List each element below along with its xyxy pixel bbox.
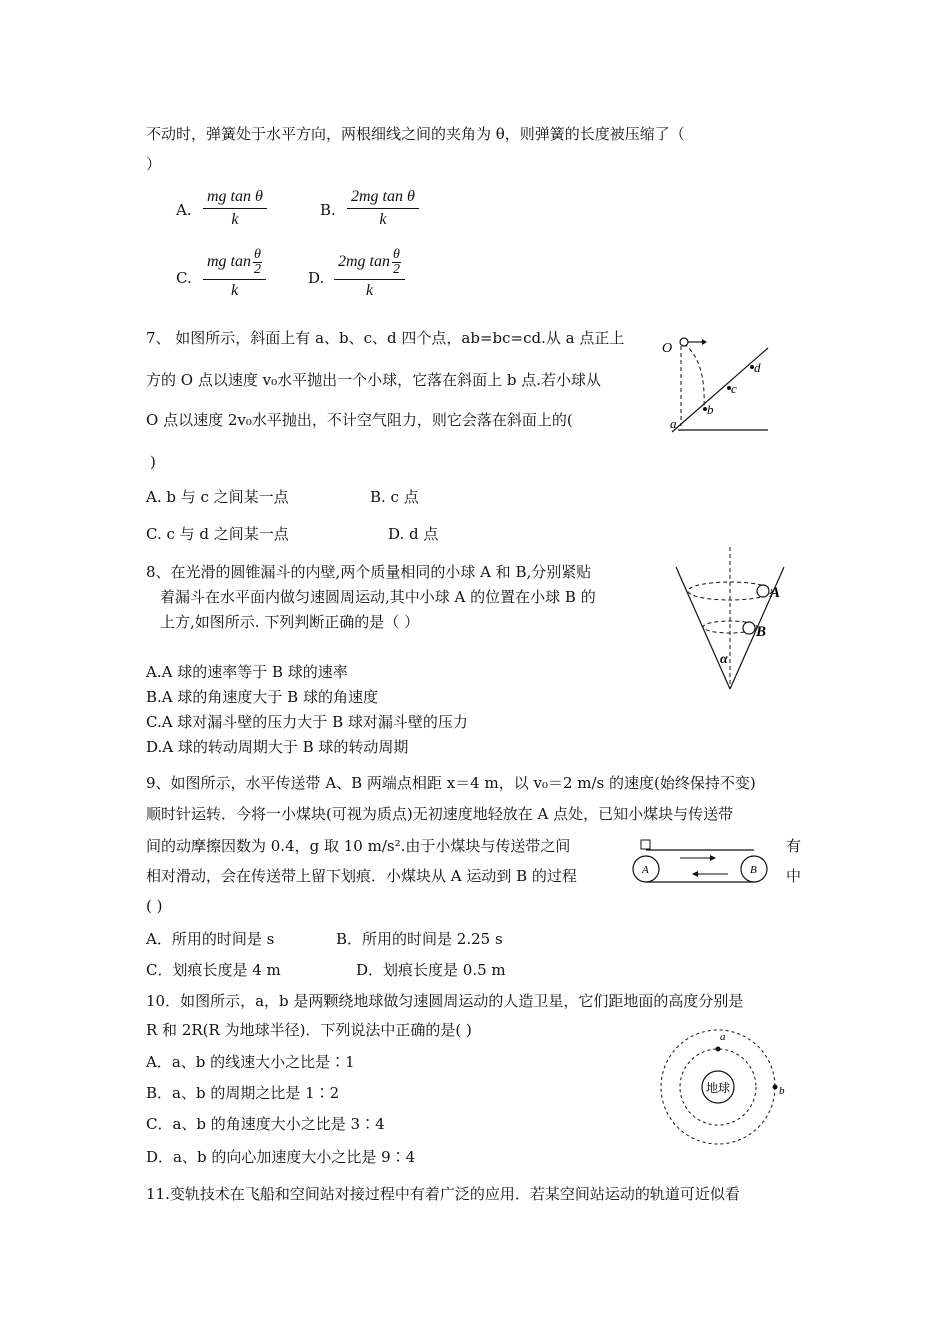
- label-c: c: [731, 381, 737, 396]
- q10-option-c: C．a、b 的角速度大小之比是 3∶4: [146, 1115, 385, 1133]
- q9-option-b: B．所用的时间是 2.25 s: [336, 930, 503, 948]
- q6-option-d-label: D.: [308, 269, 325, 287]
- q9-option-d: D．划痕长度是 0.5 m: [356, 961, 506, 979]
- q7-stem-line3: O 点以速度 2v₀水平抛出，不计空气阻力，则它会落在斜面上的(: [146, 411, 573, 429]
- q7-stem-line2: 方的 O 点以速度 v₀水平抛出一个小球，它落在斜面上 b 点.若小球从: [146, 371, 601, 389]
- q9-option-a: A．所用的时间是 s: [146, 930, 275, 948]
- q7-option-c: C. c 与 d 之间某一点: [146, 525, 289, 543]
- q6-option-b-fraction: $\frac{\text{2mg tan θ}}{k}$: [347, 188, 419, 229]
- q8-cone-figure: [670, 545, 790, 695]
- q9-stem-line4b: 中: [786, 867, 802, 885]
- q9-stem-line3a: 间的动摩擦因数为 0.4，g 取 10 m/s².由于小煤块与传送带之间: [146, 837, 571, 855]
- q10-stem-line2: R 和 2R(R 为地球半径)．下列说法中正确的是( ): [146, 1021, 472, 1039]
- q9-stem-line5: ( ): [146, 897, 163, 915]
- label-O: O: [662, 341, 673, 356]
- q8-option-b: B.A 球的角速度大于 B 球的角速度: [146, 688, 378, 706]
- q6-option-a-label: A.: [176, 201, 192, 219]
- label-d: d: [754, 360, 761, 375]
- q10-option-d: D．a、b 的向心加速度大小之比是 9∶4: [146, 1148, 416, 1166]
- q10-option-b: B．a、b 的周期之比是 1∶2: [146, 1084, 340, 1102]
- label-b: b: [707, 402, 714, 417]
- label-alpha: α: [720, 652, 728, 667]
- q8-option-d: D.A 球的转动周期大于 B 球的转动周期: [146, 738, 409, 756]
- ball-A: [757, 585, 769, 597]
- q9-stem-line1: 9、如图所示，水平传送带 A、B 两端点相距 x＝4 m，以 v₀＝2 m/s 的速度(始终保持不变): [146, 774, 756, 792]
- earth-label: 地球: [705, 1081, 731, 1095]
- label-b: b: [779, 1085, 785, 1097]
- satellite-a: [716, 1047, 721, 1052]
- cone-left-wall: [676, 567, 730, 689]
- q6-option-b-label: B.: [320, 201, 336, 219]
- label-A: A: [770, 585, 781, 601]
- satellite-b: [773, 1085, 778, 1090]
- q9-option-c: C．划痕长度是 4 m: [146, 961, 281, 979]
- label-A: A: [642, 864, 649, 876]
- q9-stem-line3b: 有: [786, 837, 802, 855]
- q6-stem-line1: 不动时，弹簧处于水平方向，两根细线之间的夹角为 θ，则弹簧的长度被压缩了（: [146, 125, 685, 143]
- q7-incline-figure: [660, 330, 780, 440]
- coal-block: [641, 840, 650, 849]
- q10-orbit-figure: [658, 1022, 790, 1154]
- q11-stem-line1: 11.变轨技术在飞船和空间站对接过程中有着广泛的应用．若某空间站运动的轨道可近似看: [146, 1185, 740, 1203]
- q9-conveyor-figure: [630, 838, 775, 888]
- label-B: B: [750, 864, 757, 876]
- q9-stem-line2: 顺时针运转．今将一小煤块(可视为质点)无初速度地轻放在 A 点处，已知小煤块与传送带: [146, 805, 734, 823]
- q6-option-c-fraction: mg tan $\frac{\theta}{2}$ k: [203, 248, 266, 300]
- q8-stem-line2: 着漏斗在水平面内做匀速圆周运动,其中小球 A 的位置在小球 B 的: [160, 588, 596, 606]
- ball: [680, 338, 688, 346]
- q7-option-a: A. b 与 c 之间某一点: [146, 488, 289, 506]
- q7-option-d: D. d 点: [388, 525, 439, 543]
- q8-stem-line3: 上方,如图所示. 下列判断正确的是（ ）: [160, 613, 420, 631]
- q9-stem-line4a: 相对滑动，会在传送带上留下划痕．小煤块从 A 运动到 B 的过程: [146, 867, 577, 885]
- q10-option-a: A．a、b 的线速大小之比是∶1: [146, 1053, 355, 1071]
- trajectory-path: [684, 344, 704, 408]
- q6-option-a-fraction: $\frac{\text{mg tan θ}}{k}$: [203, 188, 267, 229]
- q8-stem-line1: 8、在光滑的圆锥漏斗的内壁,两个质量相同的小球 A 和 B,分别紧贴: [146, 563, 592, 581]
- top-arrowhead: [710, 855, 716, 861]
- ball-B: [743, 622, 755, 634]
- q7-option-b: B. c 点: [370, 488, 419, 506]
- q6-option-d-fraction: 2mg tan $\frac{\theta}{2}$ k: [334, 248, 405, 300]
- q6-option-c-label: C.: [176, 269, 192, 287]
- label-B: B: [756, 624, 767, 640]
- q8-option-c: C.A 球对漏斗壁的压力大于 B 球对漏斗壁的压力: [146, 713, 468, 731]
- label-a: a: [720, 1031, 726, 1043]
- velocity-arrowhead: [702, 339, 707, 345]
- q10-stem-line1: 10．如图所示，a，b 是两颗绕地球做匀速圆周运动的人造卫星，它们距地面的高度分别是: [146, 992, 744, 1010]
- q8-option-a: A.A 球的速率等于 B 球的速率: [146, 663, 348, 681]
- bottom-arrowhead: [692, 871, 698, 877]
- label-a: a: [670, 416, 677, 431]
- q7-stem-line4: ): [150, 453, 156, 471]
- q6-stem-line2: ）: [146, 155, 162, 173]
- q7-stem-line1: 7、 如图所示，斜面上有 a、b、c、d 四个点，ab=bc=cd.从 a 点正上: [146, 329, 625, 347]
